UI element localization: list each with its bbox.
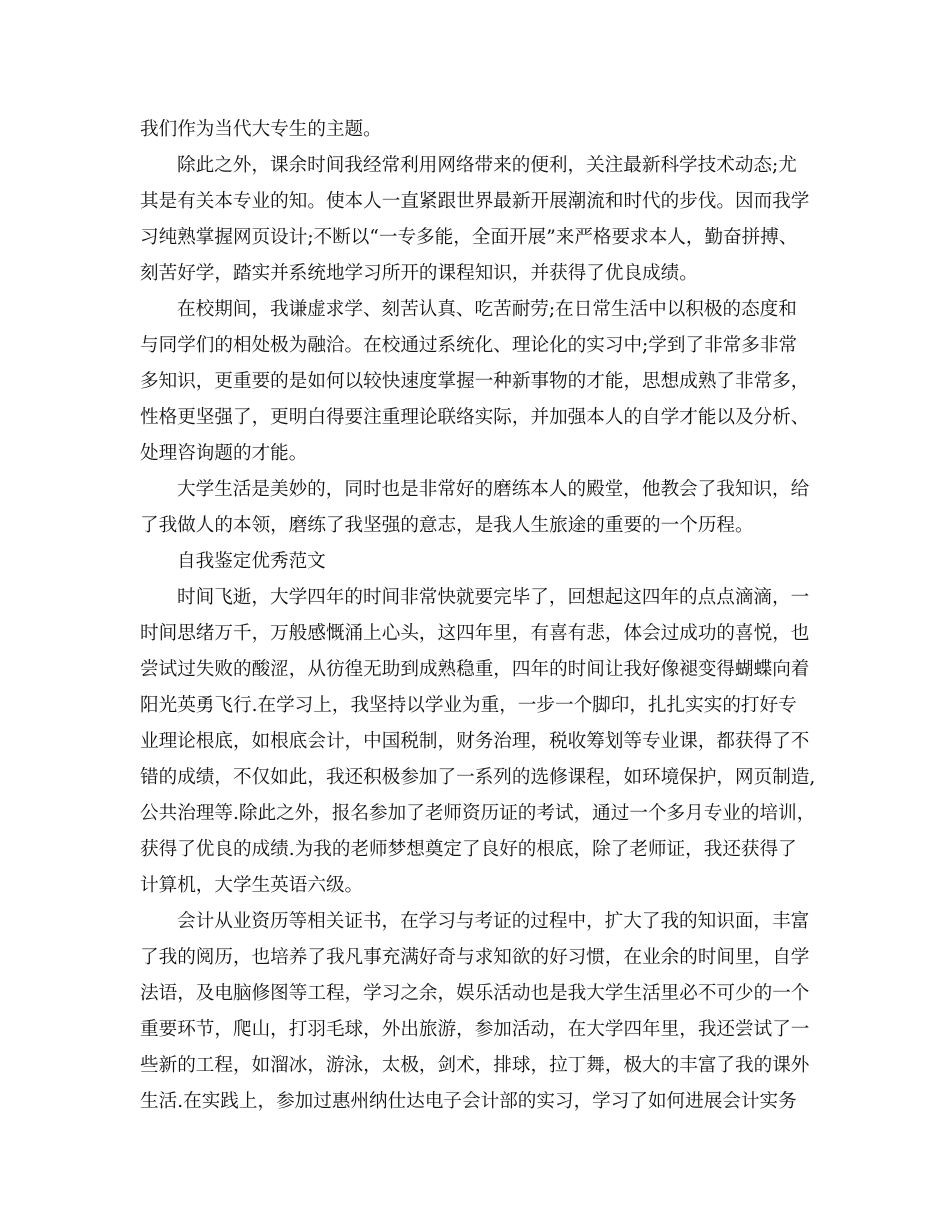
- text-line: 处理咨询题的才能。: [140, 443, 308, 464]
- text-line: 计算机，大学生英语六级。: [140, 875, 364, 896]
- text-line: 阳光英勇飞行.在学习上，我坚持以学业为重，一步一个脚印，扎扎实实的打好专: [140, 695, 797, 716]
- text-line: 公共治理等.除此之外，报名参加了老师资历证的考试，通过一个多月专业的培训，: [140, 803, 816, 824]
- text-line: 法语，及电脑修图等工程，学习之余，娱乐活动也是我大学生活里必不可少的一个: [140, 983, 810, 1004]
- text-line: 获得了优良的成绩.为我的老师梦想奠定了良好的根底，除了老师证，我还获得了: [140, 839, 797, 860]
- text-line: 尝试过失败的酸涩，从彷徨无助到成熟稳重，四年的时间让我好像褪变得蝴蝶向着: [140, 659, 810, 680]
- text-line: 其是有关本专业的知。使本人一直紧跟世界最新开展潮流和时代的步伐。因而我学: [140, 191, 810, 212]
- text-line: 业理论根底，如根底会计，中国税制，财务治理，税收筹划等专业课，都获得了不: [140, 731, 810, 752]
- text-line: 时间思绪万千，万般感慨涌上心头，这四年里，有喜有悲，体会过成功的喜悦，也: [140, 623, 810, 644]
- text-line: 与同学们的相处极为融洽。在校通过系统化、理论化的实习中;学到了非常多非常: [140, 335, 798, 356]
- text-line: 自我鉴定优秀范文: [177, 551, 326, 572]
- text-line: 习纯熟掌握网页设计;不断以“一专多能，全面开展”来严格要求本人，勤奋拼搏、: [140, 227, 798, 248]
- text-line: 刻苦好学，踏实并系统地学习所开的课程知识，并获得了优良成绩。: [140, 263, 698, 284]
- text-line: 会计从业资历等相关证书，在学习与考证的过程中，扩大了我的知识面，丰富: [177, 911, 810, 932]
- text-line: 在校期间，我谦虚求学、刻苦认真、吃苦耐劳;在日常生活中以积极的态度和: [177, 299, 797, 320]
- text-line: 些新的工程，如溜冰，游泳，太极，剑术，排球，拉丁舞，极大的丰富了我的课外: [140, 1055, 810, 1076]
- text-line: 多知识，更重要的是如何以较快速度掌握一种新事物的才能，思想成熟了非常多，: [140, 371, 810, 392]
- text-line: 生活.在实践上，参加过惠州纳仕达电子会计部的实习，学习了如何进展会计实务: [140, 1091, 797, 1112]
- text-line: 时间飞逝，大学四年的时间非常快就要完毕了，回想起这四年的点点滴滴，一: [177, 587, 810, 608]
- text-line: 错的成绩，不仅如此，我还积极参加了一系列的选修课程，如环境保护，网页制造,: [140, 767, 816, 788]
- text-line: 除此之外，课余时间我经常利用网络带来的便利，关注最新科学技术动态;尤: [177, 155, 797, 176]
- text-line: 大学生活是美妙的，同时也是非常好的磨练本人的殿堂，他教会了我知识，给: [177, 479, 810, 500]
- text-line: 了我做人的本领，磨练了我坚强的意志，是我人生旅途的重要的一个历程。: [140, 515, 754, 536]
- text-line: 重要环节，爬山，打羽毛球，外出旅游，参加活动，在大学四年里，我还尝试了一: [140, 1019, 810, 1040]
- text-line: 性格更坚强了，更明白得要注重理论联络实际，并加强本人的自学才能以及分析、: [140, 407, 810, 428]
- document-body: [140, 112, 830, 1120]
- text-line: 我们作为当代大专生的主题。: [140, 119, 382, 140]
- text-line: 了我的阅历，也培养了我凡事充满好奇与求知欲的好习惯，在业余的时间里，自学: [140, 947, 810, 968]
